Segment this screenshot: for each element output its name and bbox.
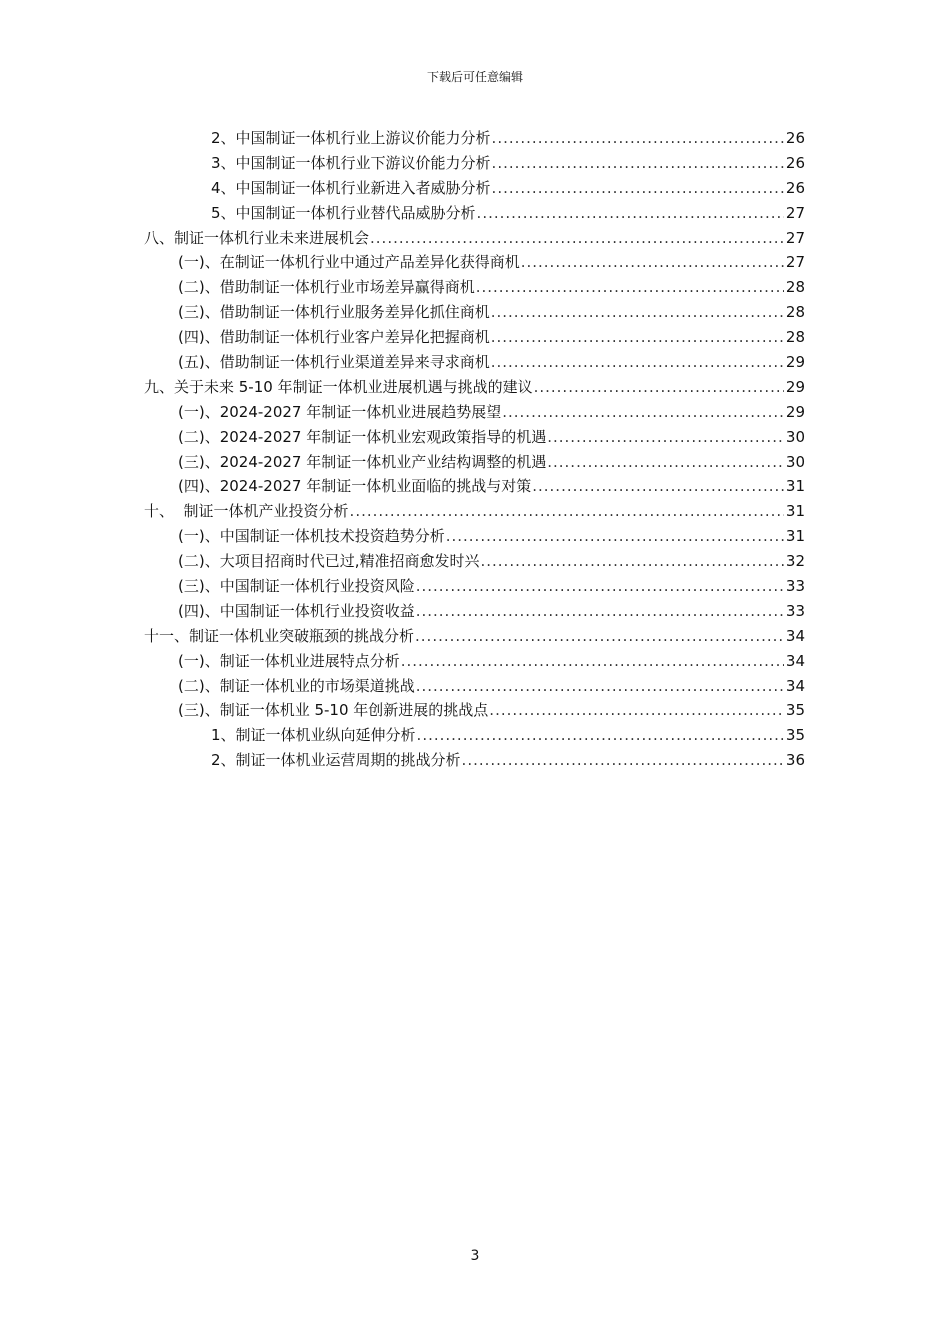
toc-entry[interactable] (0, 126, 805, 151)
toc-entry-title: (三)、2024-2027 年制证一体机业产业结构调整的机遇 (178, 452, 547, 471)
toc-entry-page: 29 (785, 402, 805, 421)
toc-dot-leader (416, 574, 784, 599)
toc-entry-title: 2、制证一体机业运营周期的挑战分析 (211, 751, 461, 770)
toc-entry-page: 29 (785, 377, 805, 396)
toc-dot-leader (492, 176, 784, 201)
toc-entry[interactable] (0, 201, 805, 226)
toc-entry[interactable] (0, 226, 805, 251)
toc-dot-leader (491, 325, 784, 350)
toc-entry[interactable] (0, 400, 805, 425)
page-header: 下载后可任意编辑 (426, 70, 523, 84)
toc-entry-page: 31 (785, 477, 805, 496)
table-of-contents (0, 126, 950, 773)
toc-entry-page: 27 (785, 253, 805, 272)
toc-entry-title: 十一、制证一体机业突破瓶颈的挑战分析 (144, 626, 415, 645)
toc-entry-title: (二)、制证一体机业的市场渠道挑战 (178, 676, 415, 695)
toc-entry-title: 八、制证一体机行业未来进展机会 (144, 228, 370, 247)
toc-dot-leader (370, 226, 784, 251)
toc-entry-title: (二)、大项目招商时代已过,精准招商愈发时兴 (178, 552, 480, 571)
toc-dot-leader (547, 425, 784, 450)
toc-entry-title: (四)、2024-2027 年制证一体机业面临的挑战与对策 (178, 477, 532, 496)
toc-dot-leader (416, 674, 784, 699)
toc-entry-page: 26 (785, 153, 805, 172)
toc-entry-page: 26 (785, 129, 805, 147)
toc-dot-leader (502, 400, 784, 425)
toc-entry-page: 26 (785, 178, 805, 197)
toc-entry-page: 28 (785, 303, 805, 322)
toc-entry[interactable] (0, 574, 805, 599)
toc-entry-title: (一)、制证一体机业进展特点分析 (178, 651, 400, 670)
toc-dot-leader (462, 748, 784, 773)
toc-dot-leader (415, 624, 784, 649)
toc-entry-title: (一)、2024-2027 年制证一体机业进展趋势展望 (178, 402, 502, 421)
toc-dot-leader (532, 474, 784, 499)
toc-entry[interactable] (0, 450, 805, 475)
toc-dot-leader (492, 126, 784, 151)
toc-entry[interactable] (0, 624, 805, 649)
toc-entry-page: 29 (785, 353, 805, 372)
toc-entry-page: 35 (785, 701, 805, 720)
toc-entry[interactable] (0, 325, 805, 350)
toc-entry-page: 34 (785, 651, 805, 670)
toc-entry[interactable] (0, 350, 805, 375)
toc-entry-title: (三)、借助制证一体机行业服务差异化抓住商机 (178, 303, 490, 322)
toc-entry[interactable] (0, 300, 805, 325)
toc-entry-title: (二)、借助制证一体机行业市场差异赢得商机 (178, 278, 475, 297)
toc-entry-page: 28 (785, 328, 805, 347)
toc-entry[interactable] (0, 425, 805, 450)
toc-entry-title: (四)、中国制证一体机行业投资收益 (178, 601, 415, 620)
toc-entry[interactable] (0, 275, 805, 300)
toc-entry-page: 28 (785, 278, 805, 297)
toc-dot-leader (477, 201, 784, 226)
toc-entry[interactable] (0, 674, 805, 699)
toc-entry-title: 5、中国制证一体机行业替代品威胁分析 (211, 203, 476, 222)
toc-entry[interactable] (0, 151, 805, 176)
toc-entry[interactable] (0, 176, 805, 201)
toc-entry-page: 33 (785, 577, 805, 596)
toc-entry[interactable] (0, 524, 805, 549)
page-number: 3 (470, 1248, 480, 1264)
toc-entry-title: 3、中国制证一体机行业下游议价能力分析 (211, 153, 491, 172)
toc-dot-leader (492, 151, 784, 176)
toc-entry-title: (二)、2024-2027 年制证一体机业宏观政策指导的机遇 (178, 427, 547, 446)
toc-entry-title: 1、制证一体机业纵向延伸分析 (211, 726, 416, 745)
toc-dot-leader (547, 450, 784, 475)
toc-entry[interactable] (0, 723, 805, 748)
toc-entry-page: 33 (785, 601, 805, 620)
toc-entry[interactable] (0, 549, 805, 574)
toc-entry-page: 27 (785, 228, 805, 247)
toc-entry-title: (五)、借助制证一体机行业渠道差异来寻求商机 (178, 353, 490, 372)
toc-entry-page: 35 (785, 726, 805, 745)
toc-entry-page: 36 (785, 751, 805, 770)
toc-entry[interactable] (0, 649, 805, 674)
toc-entry-title: (一)、中国制证一体机技术投资趋势分析 (178, 527, 445, 546)
toc-dot-leader (521, 250, 784, 275)
toc-dot-leader (491, 300, 784, 325)
toc-entry-title: (四)、借助制证一体机行业客户差异化把握商机 (178, 328, 490, 347)
toc-entry[interactable] (0, 375, 805, 400)
toc-dot-leader (480, 549, 783, 574)
toc-dot-leader (476, 275, 784, 300)
toc-entry-title: 九、关于未来 5-10 年制证一体机业进展机遇与挑战的建议 (144, 377, 533, 396)
toc-entry-title: (三)、中国制证一体机行业投资风险 (178, 577, 415, 596)
toc-entry-page: 34 (785, 626, 805, 645)
toc-entry-title: (三)、制证一体机业 5-10 年创新进展的挑战点 (178, 701, 489, 720)
toc-dot-leader (534, 375, 784, 400)
toc-entry-page: 30 (785, 452, 805, 471)
toc-dot-leader (350, 499, 784, 524)
toc-entry-title: 十、 制证一体机产业投资分析 (144, 502, 349, 521)
toc-entry[interactable] (0, 250, 805, 275)
toc-entry-title: (一)、在制证一体机行业中通过产品差异化获得商机 (178, 253, 520, 272)
toc-entry[interactable] (0, 698, 805, 723)
toc-dot-leader (491, 350, 784, 375)
toc-entry[interactable] (0, 474, 805, 499)
toc-entry-page: 31 (785, 502, 805, 521)
toc-dot-leader (416, 599, 784, 624)
toc-dot-leader (446, 524, 784, 549)
toc-entry[interactable] (0, 599, 805, 624)
toc-entry-page: 34 (785, 676, 805, 695)
toc-entry-page: 31 (785, 527, 805, 546)
toc-entry-page: 30 (785, 427, 805, 446)
toc-dot-leader (489, 698, 784, 723)
toc-entry-page: 27 (785, 203, 805, 222)
toc-entry-title: 4、中国制证一体机行业新进入者威胁分析 (211, 178, 491, 197)
toc-entry[interactable] (0, 748, 805, 773)
toc-entry-title: 2、中国制证一体机行业上游议价能力分析 (211, 129, 491, 147)
toc-dot-leader (401, 649, 784, 674)
toc-entry-page: 32 (785, 552, 805, 571)
toc-dot-leader (417, 723, 784, 748)
toc-entry[interactable] (0, 499, 805, 524)
